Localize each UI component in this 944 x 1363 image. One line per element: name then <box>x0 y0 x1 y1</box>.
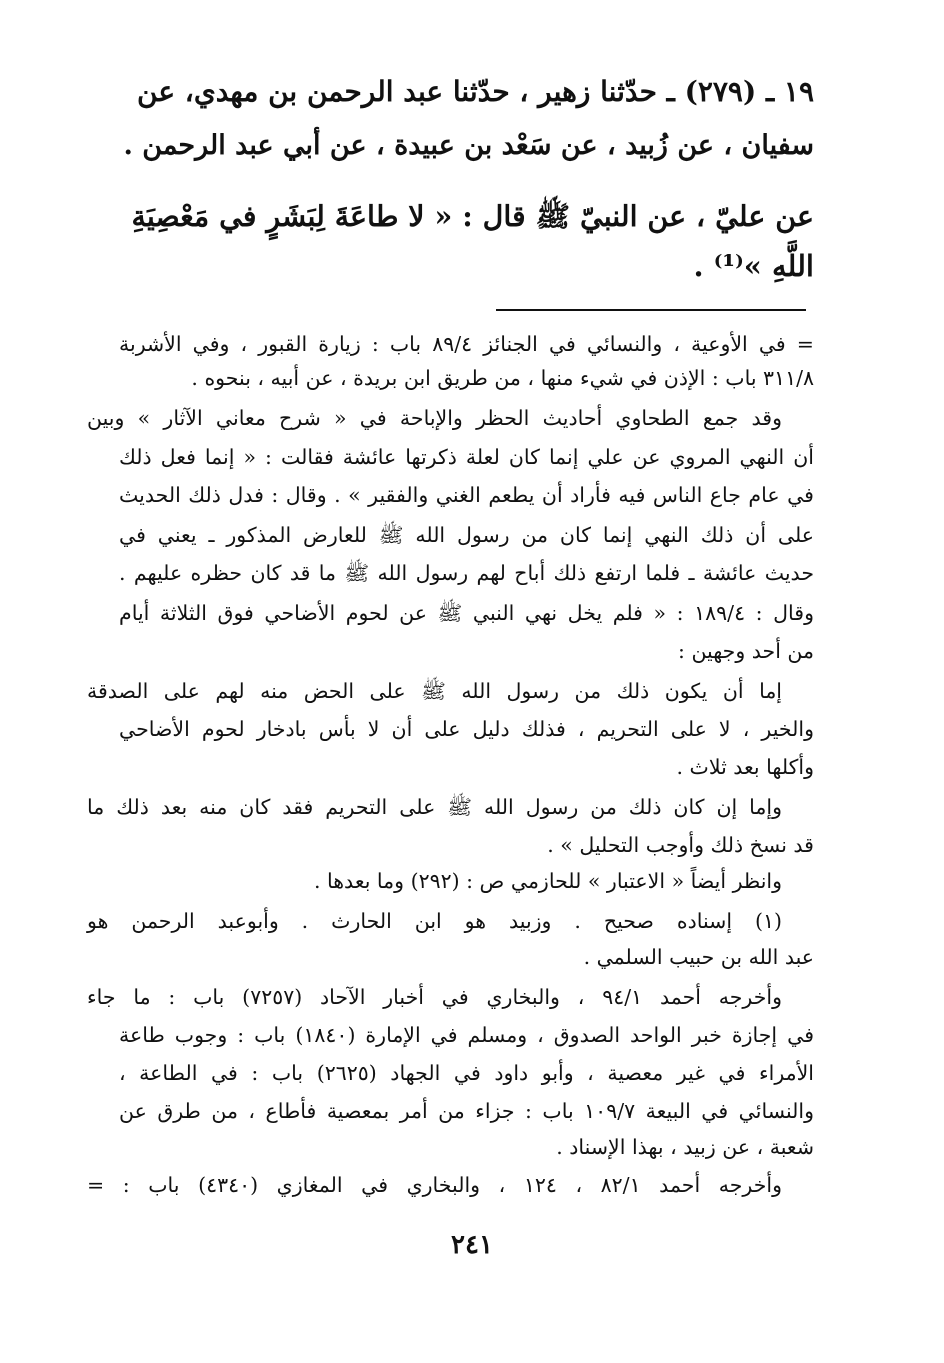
footnote-divider <box>496 309 806 311</box>
footnote-line: في إجازة خبر الواحد الصدوق ، ومسلم في الإمارة (١٨٤٠) باب : وجوب طاعة <box>119 1023 814 1047</box>
footnote-line: وإما إن كان ذلك من رسول الله ﷺ على التحريم فقد كان منه بعد ذلك ما <box>87 795 782 819</box>
hadith-line: عن عليّ ، عن النبيّ ﷺ قال : « لا طاعَةَ لِبَشَرٍ في مَعْصِيَةِ <box>131 199 814 233</box>
footnote-line: شعبة ، عن زبيد ، بهذا الإسناد . <box>556 1135 814 1159</box>
footnote-line: في عام جاع الناس فيه فأراد أن يطعم الغني والفقير » . وقال : فدل ذلك الحديث <box>119 483 814 507</box>
footnote-line: والخير ، لا على التحريم ، فذلك دليل على أن لا بأس بادخار لحوم الأضاحي <box>119 717 814 741</box>
footnote-line: ٣١١/٨ باب : الإذن في شيء منها ، من طريق ابن بريدة ، عن أبيه ، بنحوه . <box>191 366 814 390</box>
footnote-line: عبد الله بن حبيب السلمي . <box>583 945 814 969</box>
footnote-line: إما أن يكون ذلك من رسول الله ﷺ على الحض منه لهم على الصدقة <box>87 679 782 703</box>
footnote-line: على أن ذلك النهي إنما كان من رسول الله ﷺ للعارض المذكور ـ يعني في <box>119 523 814 547</box>
footnote-line: وقد جمع الطحاوي أحاديث الحظر والإباحة في « شرح معاني الآثار » وبين <box>87 406 782 430</box>
hadith-line: سفيان ، عن زُبيد ، عن سَعْد بن عبيدة ، عن أبي عبد الرحمن . <box>123 130 814 161</box>
footnote-line: الأمراء في غير معصية ، وأبو داود في الجهاد (٢٦٢٥) باب : في الطاعة ، <box>119 1061 814 1085</box>
footnote-line: من أحد وجهين : <box>678 639 814 663</box>
footnote-line: قد نسخ ذلك وأوجب التحليل » . <box>547 833 814 857</box>
footnote-line: وأكلها بعد ثلاث . <box>676 755 814 779</box>
footnote-line: حديث عائشة ـ فلما ارتفع ذلك أباح لهم رسول الله ﷺ ما قد كان حظره عليهم . <box>119 561 814 585</box>
footnote-line: وقال : ١٨٩/٤ : « فلم يخل نهي النبي ﷺ عن لحوم الأضاحي فوق الثلاثة أيام <box>119 601 814 625</box>
footnote-line: وأخرجه أحمد ٩٤/١ ، والبخاري في أخبار الآحاد (٧٢٥٧) باب : ما جاء <box>87 985 782 1009</box>
footnote-line: أن النهي المروي عن علي إنما كان لعلة ذكرتها عائشة فقالت : « إنما فعل ذلك <box>119 445 814 469</box>
footnote-line: وأخرجه أحمد ٨٢/١ ، ١٢٤ ، والبخاري في المغازي (٤٣٤٠) باب : = <box>87 1173 782 1197</box>
page-number: ٢٤١ <box>451 1230 493 1260</box>
footnote-line: وانظر أيضاً « الاعتبار » للحازمي ص : (٢٩٢) وما بعدها . <box>313 869 782 893</box>
footnote-line: (١) إسناده صحيح . وزبيد هو ابن الحارث . وأبوعبد الرحمن هو <box>87 909 782 933</box>
hadith-line: ١٩ ـ (٢٧٩) ـ حدّثنا زهير ، حدّثنا عبد الرحمن بن مهدي، عن <box>137 75 814 108</box>
footnote-line: والنسائي في البيعة ١٠٩/٧ باب : جزاء من أمر بمعصية فأطاع ، من طرق عن <box>119 1099 815 1123</box>
footnote-line: = في الأوعية ، والنسائي في الجنائز ٨٩/٤ باب : زيارة القبور ، وفي الأشربة <box>119 332 814 356</box>
hadith-line: اللَّهِ »⁽¹⁾ . <box>693 249 814 283</box>
